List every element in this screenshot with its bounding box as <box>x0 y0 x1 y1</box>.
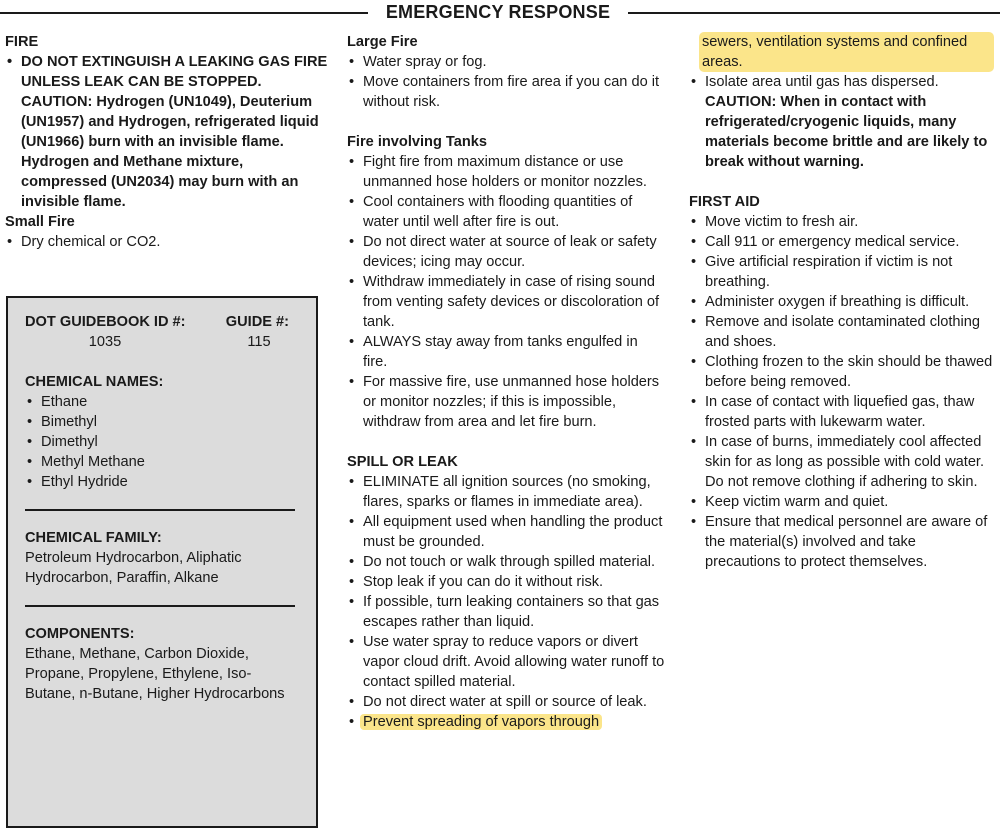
small-fire-heading: Small Fire <box>5 214 75 230</box>
list-item: • Stop leak if you can do it without risk. <box>347 572 665 592</box>
highlighted-text: Prevent spreading of vapors through <box>360 714 602 730</box>
fire-heading: FIRE <box>5 34 39 50</box>
list-item: • Call 911 or emergency medical service. <box>689 232 994 252</box>
list-item: • Water spray or fog. <box>347 52 665 72</box>
large-fire-heading: Large Fire <box>347 34 418 50</box>
cryogenic-caution: CAUTION: When in contact with refrigerated/cryogenic liquids, many materials become brittle and are likely to break without warning. <box>705 94 988 170</box>
list-item: • Ensure that medical personnel are aware of the material(s) involved and take precautions to protect themselves. <box>689 512 994 572</box>
list-item: • ELIMINATE all ignition sources (no smoking, flares, sparks or flames in immediate area). <box>347 472 665 512</box>
divider <box>25 509 295 511</box>
list-item: • Keep victim warm and quiet. <box>689 492 994 512</box>
guide-value: 115 <box>247 334 271 350</box>
large-fire-list <box>347 52 665 112</box>
list-item: • Do not direct water at source of leak or safety devices; icing may occur. <box>347 232 665 272</box>
list-item: • In case of contact with liquefied gas, thaw frosted parts with lukewarm water. <box>689 392 994 432</box>
list-item: • Do not touch or walk through spilled material. <box>347 552 665 572</box>
list-item: • Bimethyl <box>25 412 298 432</box>
tanks-list <box>347 152 665 432</box>
list-item-highlighted <box>347 712 665 732</box>
chemical-family-heading: CHEMICAL FAMILY: <box>25 530 162 546</box>
dot-id-value: 1035 <box>88 334 122 350</box>
dot-guidebook-box <box>6 296 318 828</box>
list-item: • For massive fire, use unmanned hose holders or monitor nozzles; if this is impossible, withdraw from area and let fire burn. <box>347 372 665 432</box>
first-aid-list <box>689 212 994 572</box>
list-item: • Remove and isolate contaminated clothing and shoes. <box>689 312 994 352</box>
highlighted-text-continued: sewers, ventilation systems and confined areas. <box>699 32 994 72</box>
list-item: • If possible, turn leaking containers so that gas escapes rather than liquid. <box>347 592 665 632</box>
list-item: • Dry chemical or CO2. <box>5 232 330 252</box>
list-item: • Isolate area until gas has dispersed. <box>689 72 994 92</box>
list-item: • Ethane <box>25 392 298 412</box>
components-text: Ethane, Methane, Carbon Dioxide, Propane, Propylene, Ethylene, Iso-Butane, n-Butane, Higher Hydrocarbons <box>25 646 285 702</box>
header-rule-right <box>628 12 1000 14</box>
components-heading: COMPONENTS: <box>25 626 135 642</box>
list-item: • Do not direct water at spill or source of leak. <box>347 692 665 712</box>
list-item: • Dimethyl <box>25 432 298 452</box>
list-item: • Ethyl Hydride <box>25 472 298 492</box>
section-header <box>0 0 1000 24</box>
list-item: • Use water spray to reduce vapors or divert vapor cloud drift. Avoid allowing water runoff to contact spilled material. <box>347 632 665 692</box>
fire-column <box>5 32 330 252</box>
first-aid-column <box>689 32 994 572</box>
small-fire-list <box>5 232 330 252</box>
list-item: • Clothing frozen to the skin should be thawed before being removed. <box>689 352 994 392</box>
spill-list-continued <box>689 72 994 92</box>
list-item: • In case of burns, immediately cool affected skin for as long as possible with cold water. Do not remove clothing if adhering to skin. <box>689 432 994 492</box>
spill-heading: SPILL OR LEAK <box>347 454 458 470</box>
list-item: • Methyl Methane <box>25 452 298 472</box>
guide-label: GUIDE #: <box>225 314 289 330</box>
list-item: • Administer oxygen if breathing is difficult. <box>689 292 994 312</box>
list-item: • Fight fire from maximum distance or use unmanned hose holders or monitor nozzles. <box>347 152 665 192</box>
chemical-family-text: Petroleum Hydrocarbon, Aliphatic Hydrocarbon, Paraffin, Alkane <box>25 550 242 586</box>
header-rule-left <box>0 12 368 14</box>
list-item: • ALWAYS stay away from tanks engulfed in fire. <box>347 332 665 372</box>
fire-warning: • DO NOT EXTINGUISH A LEAKING GAS FIRE UNLESS LEAK CAN BE STOPPED. CAUTION: Hydrogen (UN1049), Deuterium (UN1957) and Hydrogen, refrigerated liquid (UN1966) burn with an invisible flame. Hydrogen and Methane mixture, compressed (UN2034) may burn with an invisible flame. <box>5 52 330 212</box>
dot-id-label: DOT GUIDEBOOK ID #: <box>25 314 186 330</box>
spill-list <box>347 472 665 732</box>
page-title: EMERGENCY RESPONSE <box>385 2 611 22</box>
tanks-heading: Fire involving Tanks <box>347 134 488 150</box>
list-item: • Cool containers with flooding quantities of water until well after fire is out. <box>347 192 665 232</box>
fire-response-column <box>347 32 665 732</box>
list-item: • Move containers from fire area if you can do it without risk. <box>347 72 665 112</box>
chemical-names-list <box>25 392 298 492</box>
dot-values <box>25 332 289 352</box>
fire-warning-list <box>5 52 330 212</box>
list-item: • Withdraw immediately in case of rising sound from venting safety devices or discoloration of tank. <box>347 272 665 332</box>
dot-labels <box>25 312 289 332</box>
divider <box>25 605 295 607</box>
list-item: • Give artificial respiration if victim is not breathing. <box>689 252 994 292</box>
chemical-names-heading: CHEMICAL NAMES: <box>25 374 164 390</box>
list-item: • All equipment used when handling the product must be grounded. <box>347 512 665 552</box>
list-item: • Move victim to fresh air. <box>689 212 994 232</box>
first-aid-heading: FIRST AID <box>689 194 760 210</box>
